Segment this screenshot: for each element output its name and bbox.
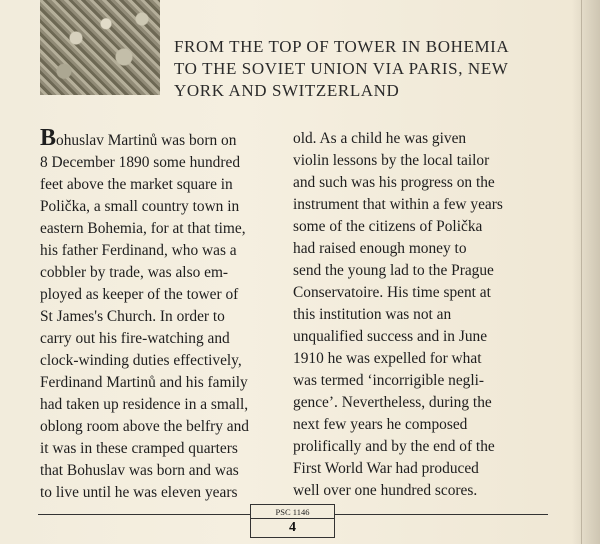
body-line: carry out his fire-watching and bbox=[40, 330, 230, 347]
body-line: was termed ‘incorrigible negli- bbox=[293, 372, 485, 389]
body-line: feet above the market square in bbox=[40, 176, 233, 193]
body-line: that Bohuslav was born and was bbox=[40, 462, 239, 479]
body-line bbox=[40, 125, 280, 152]
heading-line: FROM THE TOP OF TOWER IN BOHEMIA bbox=[174, 37, 510, 56]
body-line: prolifically and by the end of the bbox=[293, 438, 495, 455]
drop-cap: B bbox=[40, 125, 57, 151]
header-photo bbox=[40, 0, 160, 95]
body-line: this institution was not an bbox=[293, 306, 452, 323]
body-column-right bbox=[293, 128, 533, 502]
body-line: and such was his progress on the bbox=[293, 174, 495, 191]
body-line: send the young lad to the Prague bbox=[293, 262, 494, 279]
body-line: his father Ferdinand, who was a bbox=[40, 242, 237, 259]
body-line: oblong room above the belfry and bbox=[40, 418, 249, 435]
body-line: had taken up residence in a small, bbox=[40, 396, 249, 413]
catalog-number: PSC 1146 bbox=[250, 504, 335, 518]
body-line: well over one hundred scores. bbox=[293, 482, 478, 499]
body-line: Polička, a small country town in bbox=[40, 198, 240, 215]
footer-rule-right bbox=[335, 514, 548, 515]
body-line: unqualified success and in June bbox=[293, 328, 488, 345]
body-line: Ferdinand Martinů and his family bbox=[40, 374, 248, 391]
body-line: violin lessons by the local tailor bbox=[293, 152, 490, 169]
body-line: clock-winding duties effectively, bbox=[40, 352, 242, 369]
body-line: Conservatoire. His time spent at bbox=[293, 284, 491, 301]
body-column-left bbox=[40, 125, 280, 504]
heading-line: TO THE SOVIET UNION VIA PARIS, NEW bbox=[174, 59, 509, 78]
body-line: instrument that within a few years bbox=[293, 196, 503, 213]
body-line: 1910 he was expelled for what bbox=[293, 350, 482, 367]
footer-rule-left bbox=[38, 514, 250, 515]
body-line: gence’. Nevertheless, during the bbox=[293, 394, 492, 411]
body-line: next few years he composed bbox=[293, 416, 468, 433]
body-line: some of the citizens of Polička bbox=[293, 218, 483, 235]
body-line: 8 December 1890 some hundred bbox=[40, 154, 241, 171]
page-number: 4 bbox=[250, 518, 335, 538]
heading-line: YORK AND SWITZERLAND bbox=[174, 81, 400, 100]
body-line: to live until he was eleven years bbox=[40, 484, 238, 501]
body-line: old. As a child he was given bbox=[293, 130, 467, 147]
section-heading bbox=[174, 36, 554, 102]
body-line: First World War had produced bbox=[293, 460, 479, 477]
body-line: eastern Bohemia, for at that time, bbox=[40, 220, 246, 237]
body-line: had raised enough money to bbox=[293, 240, 467, 257]
body-line-text: ohuslav Martinů was born on bbox=[56, 132, 237, 149]
body-line: St James's Church. In order to bbox=[40, 308, 225, 325]
body-line: ployed as keeper of the tower of bbox=[40, 286, 239, 303]
page-edge-shadow bbox=[572, 0, 600, 544]
body-line: it was in these cramped quarters bbox=[40, 440, 238, 457]
body-line: cobbler by trade, was also em- bbox=[40, 264, 229, 281]
